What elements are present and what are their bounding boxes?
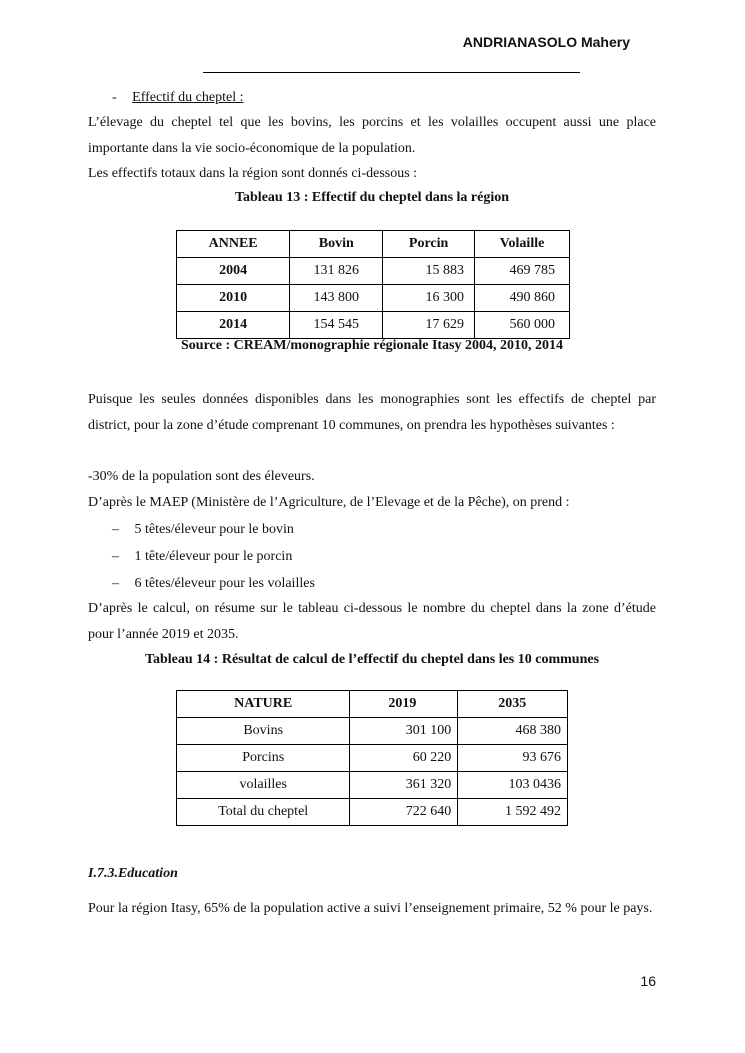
table-row	[177, 772, 568, 799]
table13-cell: 15 883	[383, 258, 475, 285]
table14-cell: 93 676	[458, 745, 568, 772]
table13-year: 2014	[177, 312, 290, 339]
table14	[176, 690, 568, 826]
table14-nature: Bovins	[177, 718, 350, 745]
list-item-text: 5 têtes/éleveur pour le bovin	[134, 522, 294, 537]
table14-header-2019: 2019	[350, 691, 458, 718]
list-item-text: 1 tête/éleveur pour le porcin	[134, 549, 293, 564]
table13-cell: 490 860	[475, 285, 570, 312]
table13-header-volaille: Volaille	[475, 231, 570, 258]
table14-header-row	[177, 691, 568, 718]
list-dash: –	[112, 549, 119, 564]
table14-cell: 1 592 492	[458, 799, 568, 826]
list-dash: –	[112, 522, 119, 537]
header-author: ANDRIANASOLO Mahery	[462, 34, 630, 50]
table-row	[177, 312, 570, 339]
cheptel-heading-line	[112, 85, 412, 111]
table13-header-annee: ANNEE	[177, 231, 290, 258]
table-row	[177, 285, 570, 312]
table13-header-bovin: Bovin	[290, 231, 383, 258]
table14-header-2035: 2035	[458, 691, 568, 718]
cheptel-heading: Effectif du cheptel :	[132, 90, 244, 105]
hypotheses-paragraph-3: D’après le MAEP (Ministère de l’Agriculture, de l’Elevage et de la Pêche), on prend :	[88, 495, 570, 510]
table14-nature: Total du cheptel	[177, 799, 350, 826]
table13-year: 2010	[177, 285, 290, 312]
table14-caption: Tableau 14 : Résultat de calcul de l’effectif du cheptel dans les 10 communes	[144, 652, 600, 667]
table14-nature: volailles	[177, 772, 350, 799]
table13-source: Source : CREAM/monographie régionale Itasy 2004, 2010, 2014	[181, 338, 563, 353]
list-item	[112, 517, 612, 543]
table-row	[177, 799, 568, 826]
cheptel-paragraph-1: L’élevage du cheptel tel que les bovins, les porcins et les volailles occupent aussi une place importante dans la vie socio-économique de la population.	[88, 115, 656, 156]
table13	[176, 230, 570, 339]
table14-cell: 722 640	[350, 799, 458, 826]
table13-caption: Tableau 13 : Effectif du cheptel dans la région	[234, 190, 510, 205]
table14-cell: 301 100	[350, 718, 458, 745]
cheptel-paragraph-2: Les effectifs totaux dans la région sont donnés ci-dessous :	[88, 166, 418, 181]
cheptel-bullet: -	[112, 90, 117, 105]
table14-header-nature: NATURE	[177, 691, 350, 718]
table14-cell: 103 0436	[458, 772, 568, 799]
hypotheses-paragraph-1: Puisque les seules données disponibles dans les monographies sont les effectifs de cheptel par district, pour la zone d’étude comprenant 10 communes, on prendra les hypothèses suivantes :	[88, 392, 656, 433]
table13-header-row	[177, 231, 570, 258]
table13-cell: 469 785	[475, 258, 570, 285]
table14-nature: Porcins	[177, 745, 350, 772]
list-dash: –	[112, 576, 119, 591]
table-row	[177, 258, 570, 285]
table13-cell: 143 800	[290, 285, 383, 312]
table13-cell: 17 629	[383, 312, 475, 339]
page-number: 16	[640, 973, 656, 989]
list-item-text: 6 têtes/éleveur pour les volailles	[134, 576, 315, 591]
table13-cell: 131 826	[290, 258, 383, 285]
hypotheses-paragraph-4: D’après le calcul, on résume sur le tableau ci-dessous le nombre du cheptel dans la zone d’étude pour l’année 2019 et 2035.	[88, 601, 656, 642]
table13-cell: 16 300	[383, 285, 475, 312]
table14-cell: 60 220	[350, 745, 458, 772]
table13-header-porcin: Porcin	[383, 231, 475, 258]
education-title: I.7.3.Education	[88, 866, 178, 881]
table14-cell: 361 320	[350, 772, 458, 799]
table14-cell: 468 380	[458, 718, 568, 745]
table-row	[177, 745, 568, 772]
table13-cell: 560 000	[475, 312, 570, 339]
list-item	[112, 571, 612, 597]
table-row	[177, 718, 568, 745]
education-paragraph: Pour la région Itasy, 65% de la population active a suivi l’enseignement primaire, 52 % pour le pays.	[88, 901, 653, 916]
header-rule	[203, 72, 580, 73]
table13-year: 2004	[177, 258, 290, 285]
hypotheses-paragraph-2: -30% de la population sont des éleveurs.	[88, 469, 315, 484]
list-item	[112, 544, 612, 570]
table13-cell: 154 545	[290, 312, 383, 339]
